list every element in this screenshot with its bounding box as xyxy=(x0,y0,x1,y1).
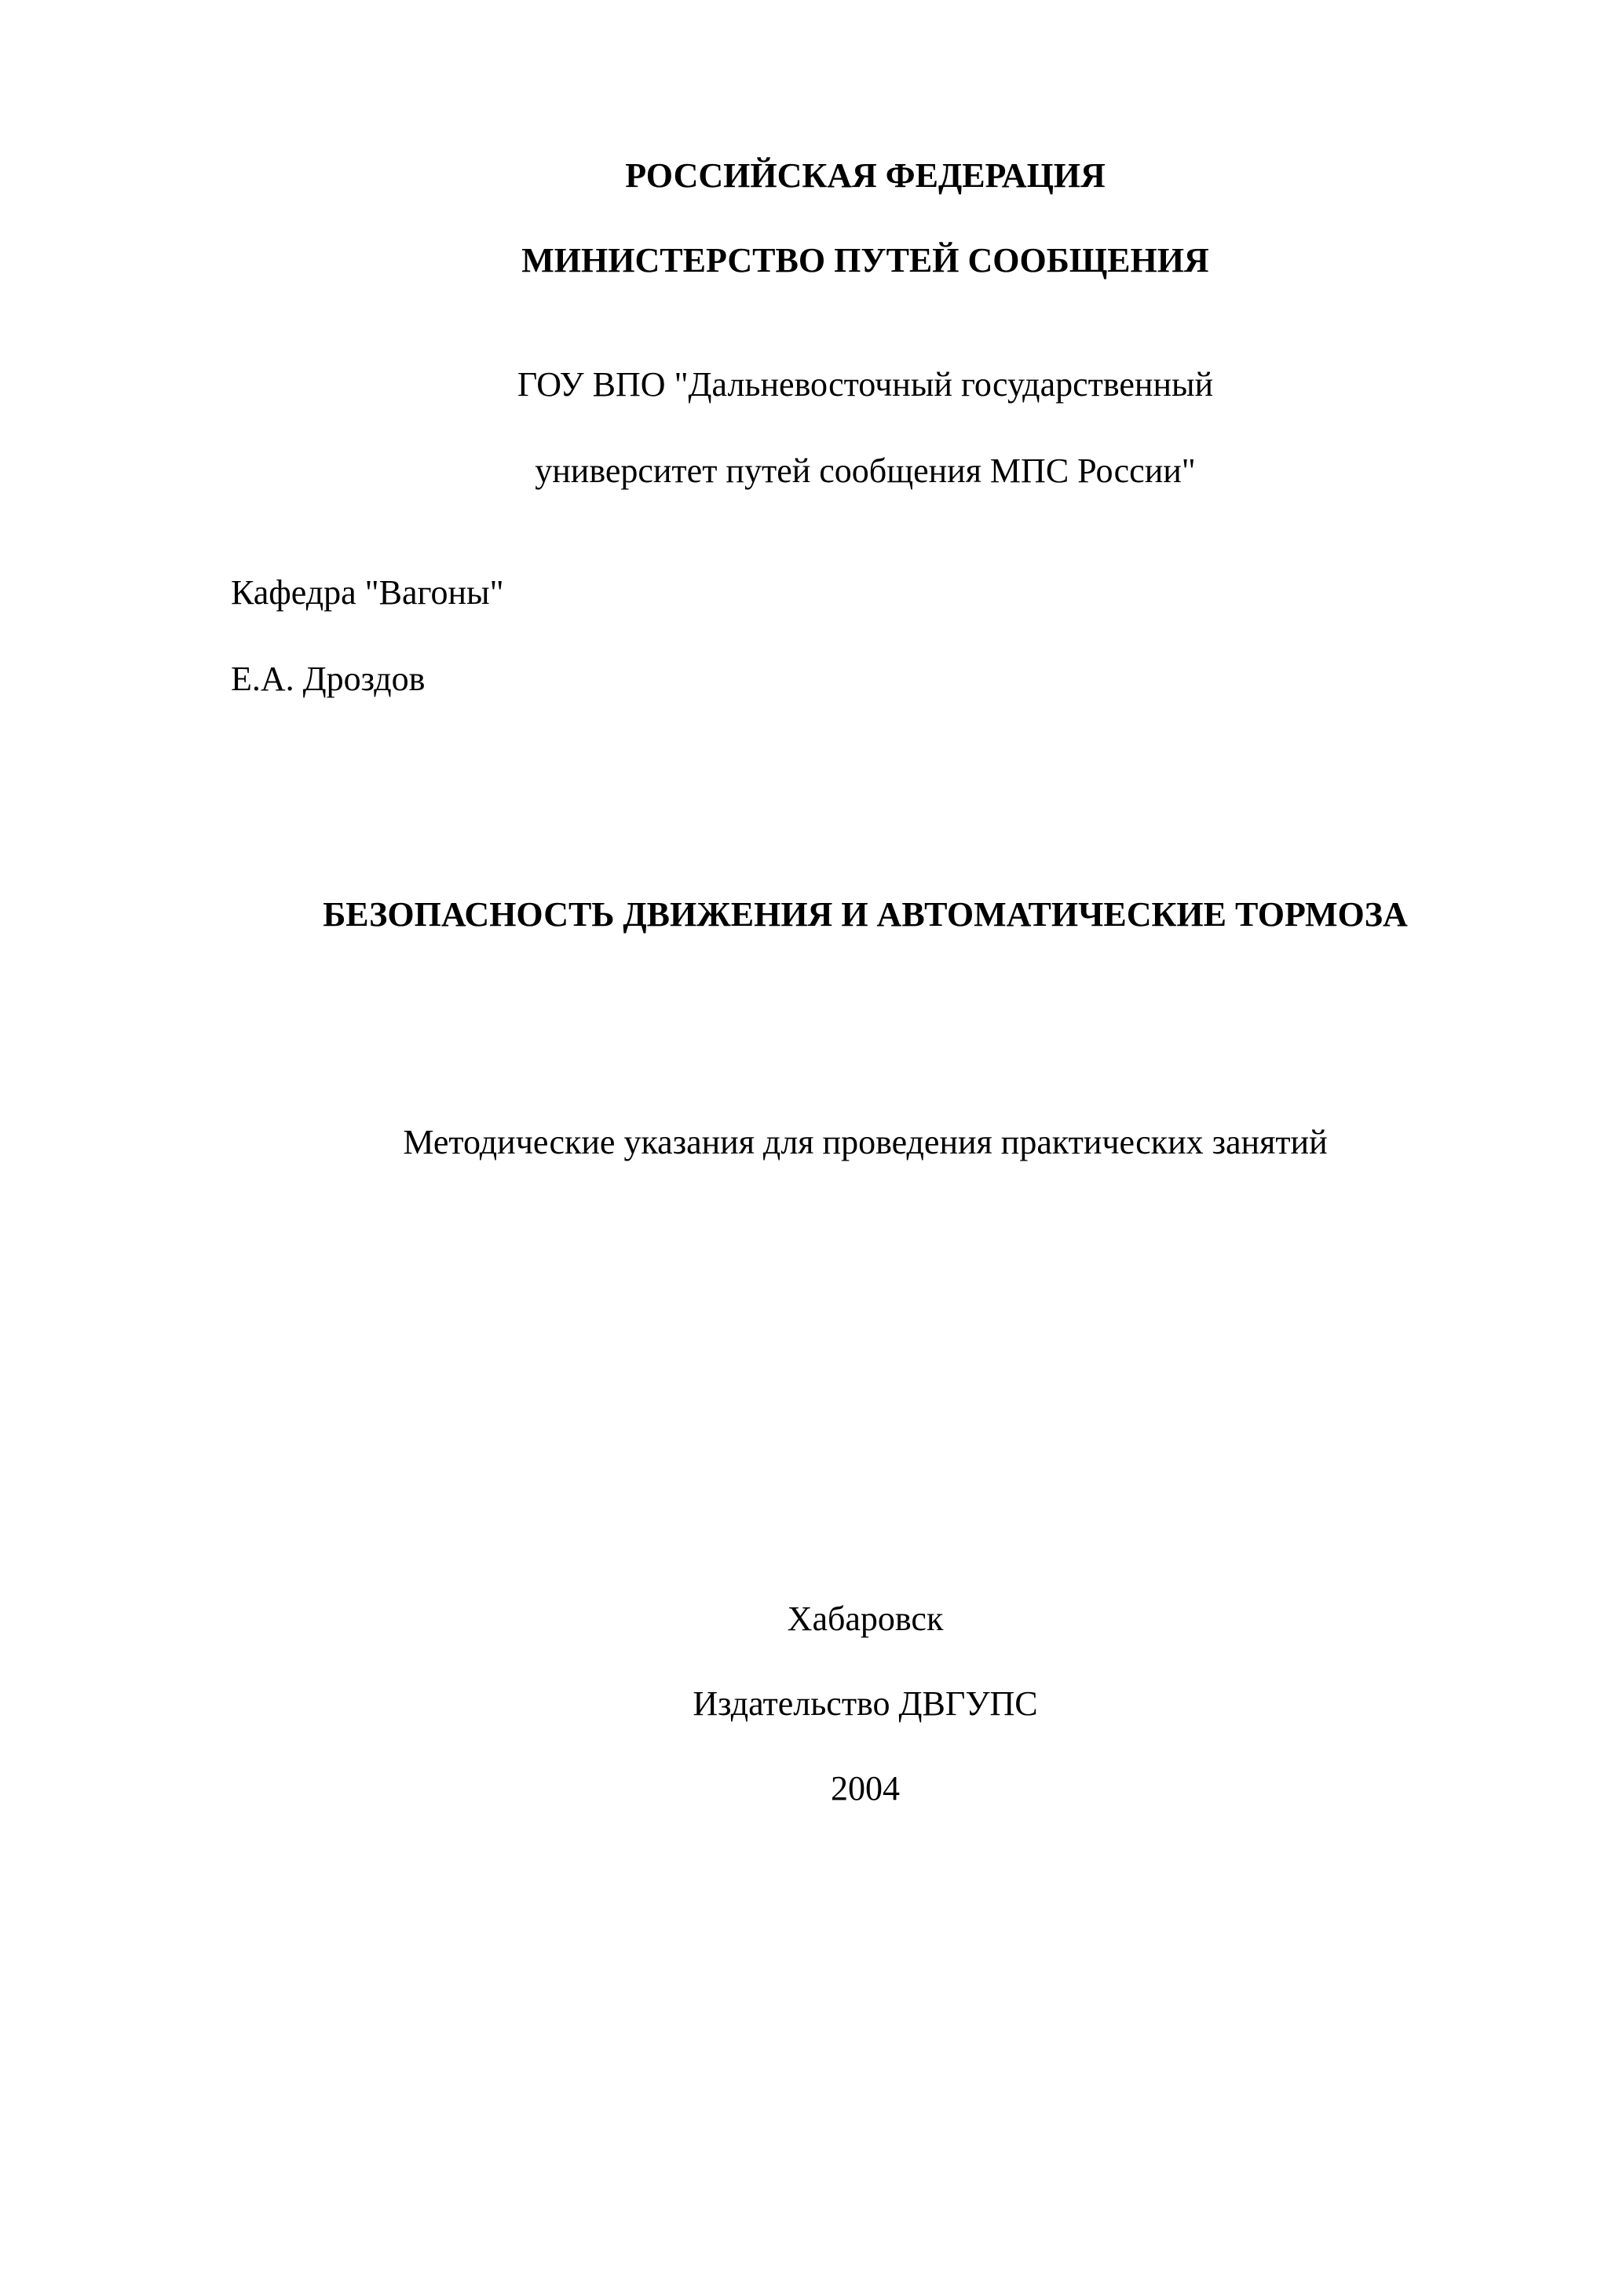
university-name-line-1: ГОУ ВПО "Дальневосточный государственный xyxy=(517,365,1214,404)
department-name: Кафедра "Вагоны" xyxy=(231,573,504,612)
author-name: Е.А. Дроздов xyxy=(231,660,426,698)
ministry-heading: МИНИСТЕРСТВО ПУТЕЙ СООБЩЕНИЯ xyxy=(521,241,1209,280)
country-heading: РОССИЙСКАЯ ФЕДЕРАЦИЯ xyxy=(625,156,1106,195)
publication-year: 2004 xyxy=(831,1769,900,1808)
publication-city: Хабаровск xyxy=(787,1600,944,1638)
document-subtitle: Методические указания для проведения практических занятий xyxy=(403,1123,1328,1161)
publisher-name: Издательство ДВГУПС xyxy=(693,1684,1038,1723)
document-title: БЕЗОПАСНОСТЬ ДВИЖЕНИЯ И АВТОМАТИЧЕСКИЕ ТОРМОЗА xyxy=(323,895,1408,934)
university-name-line-2: университет путей сообщения МПС России" xyxy=(535,452,1196,490)
